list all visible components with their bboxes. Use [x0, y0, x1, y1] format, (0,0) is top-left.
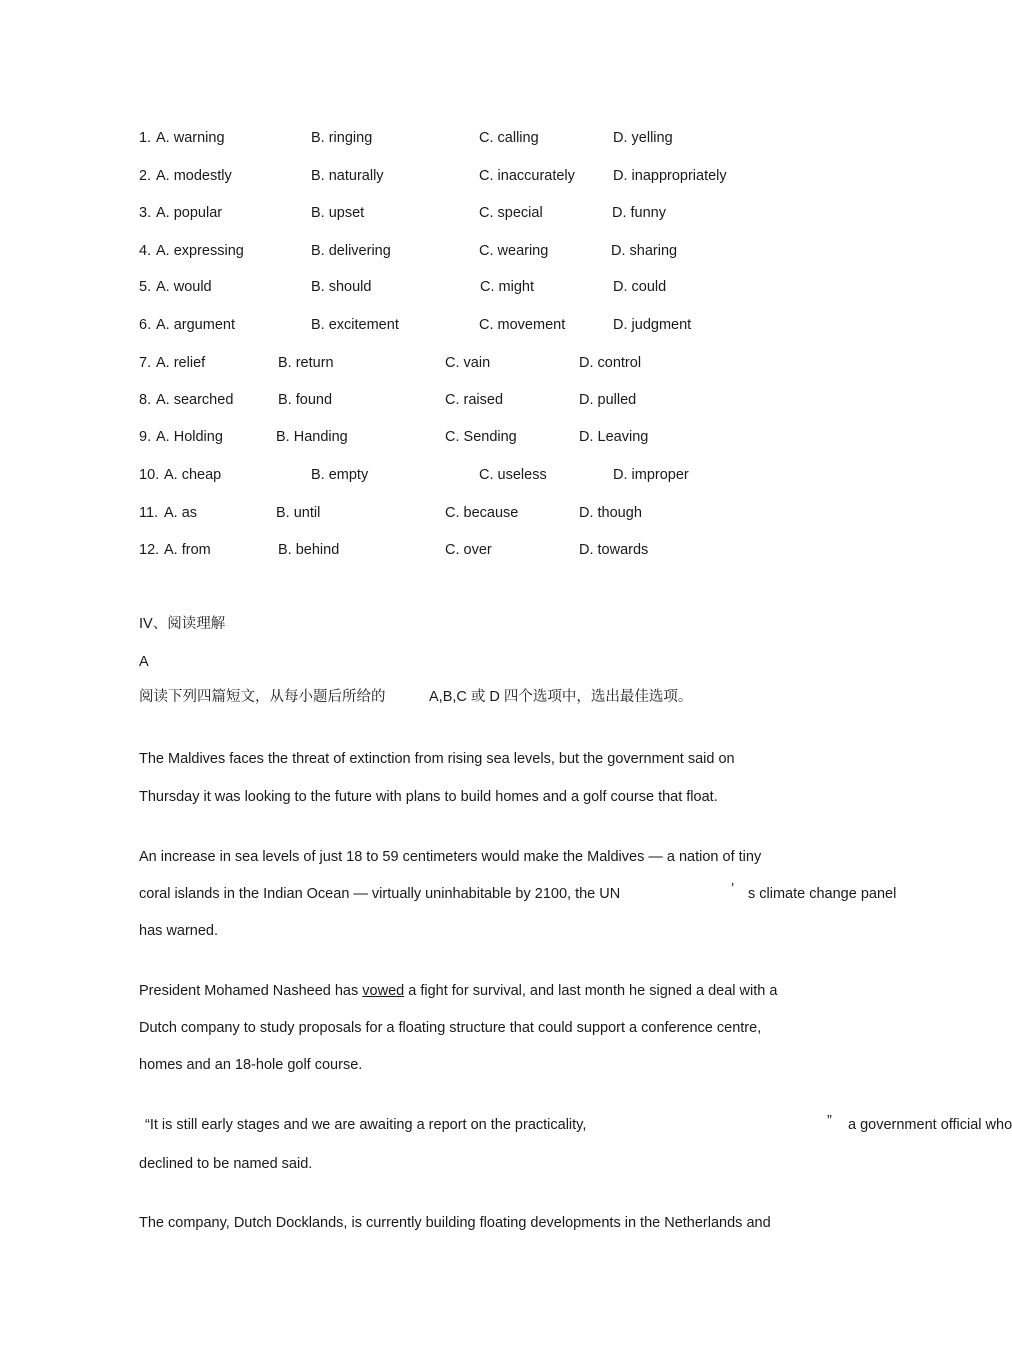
option-b: B. delivering [311, 243, 391, 259]
option-a: A. searched [156, 392, 234, 408]
passage-line: The company, Dutch Docklands, is currently building floating developments in the Netherlands and [139, 1215, 771, 1231]
option-a: A. expressing [156, 243, 244, 259]
question-number: 4. [139, 243, 152, 259]
passage-line: coral islands in the Indian Ocean — virtually uninhabitable by 2100, the UN [139, 886, 621, 902]
apostrophe: ’ [731, 881, 735, 897]
option-a: A. argument [156, 317, 235, 333]
option-d: D. towards [579, 542, 649, 558]
option-d: D. yelling [613, 130, 673, 146]
passage-line: “It is still early stages and we are awaiting a report on the practicality, [145, 1117, 587, 1133]
option-d: D. could [613, 279, 667, 295]
option-b: B. naturally [311, 168, 384, 184]
option-a: A. modestly [156, 168, 232, 184]
option-c: C. special [479, 205, 543, 221]
text-run: a fight for survival, and last month he signed a deal with a [404, 983, 778, 999]
passage-line [139, 982, 777, 1000]
option-b: B. upset [311, 205, 365, 221]
option-c: C. because [445, 505, 519, 521]
option-c: C. inaccurately [479, 168, 575, 184]
question-number: 5. [139, 279, 152, 295]
section-heading: IV、阅读理解 [139, 616, 226, 632]
option-b: B. should [311, 279, 372, 295]
option-d: D. improper [613, 467, 689, 483]
passage-line: An increase in sea levels of just 18 to 59 centimeters would make the Maldives — a nation of tiny [139, 849, 762, 865]
option-c: C. movement [479, 317, 566, 333]
option-b: B. until [276, 505, 321, 521]
passage-line: has warned. [139, 923, 218, 939]
question-number: 11. [139, 505, 159, 521]
question-number: 3. [139, 205, 152, 221]
option-a: A. would [156, 279, 212, 295]
passage-line: homes and an 18-hole golf course. [139, 1057, 363, 1073]
option-b: B. return [278, 355, 334, 371]
option-d: D. Leaving [579, 429, 649, 445]
option-c: C. might [480, 279, 534, 295]
option-a: A. Holding [156, 429, 223, 445]
text-run: President Mohamed Nasheed has [139, 983, 363, 999]
option-d: D. control [579, 355, 642, 371]
option-a: A. relief [156, 355, 206, 371]
option-a: A. from [164, 542, 211, 558]
option-d: D. inappropriately [613, 168, 727, 184]
passage-line: declined to be named said. [139, 1156, 313, 1172]
passage-line: Thursday it was looking to the future with plans to build homes and a golf course that float. [139, 789, 718, 805]
passage-line: Dutch company to study proposals for a floating structure that could support a conference centre, [139, 1020, 762, 1036]
option-c: C. raised [445, 392, 504, 408]
option-d: D. pulled [579, 392, 637, 408]
question-number: 12. [139, 542, 160, 558]
option-b: B. ringing [311, 130, 373, 146]
option-c: C. over [445, 542, 492, 558]
option-c: C. useless [479, 467, 547, 483]
close-quote: ” [827, 1113, 832, 1129]
option-d: D. judgment [613, 317, 692, 333]
option-c: C. calling [479, 130, 539, 146]
instruction-options: A,B,C 或 D 四个选项中，选出最佳选项。 [429, 689, 693, 705]
option-b: B. found [278, 392, 333, 408]
option-a: A. popular [156, 205, 223, 221]
passage-line: a government official who [848, 1117, 1012, 1133]
option-a: A. as [164, 505, 198, 521]
part-label: A [139, 654, 149, 670]
option-b: B. excitement [311, 317, 399, 333]
question-number: 2. [139, 168, 152, 184]
option-d: D. sharing [611, 243, 678, 259]
option-b: B. Handing [276, 429, 348, 445]
option-b: B. empty [311, 467, 369, 483]
option-c: C. wearing [479, 243, 549, 259]
option-a: A. warning [156, 130, 225, 146]
option-c: C. Sending [445, 429, 517, 445]
question-number: 10. [139, 467, 160, 483]
passage-line: s climate change panel [748, 886, 897, 902]
question-number: 7. [139, 355, 152, 371]
option-b: B. behind [278, 542, 340, 558]
passage-line: The Maldives faces the threat of extinction from rising sea levels, but the government said on [139, 751, 735, 767]
option-d: D. though [579, 505, 642, 521]
underlined-word: vowed [362, 983, 405, 999]
option-a: A. cheap [164, 467, 222, 483]
question-number: 8. [139, 392, 152, 408]
option-c: C. vain [445, 355, 491, 371]
option-d: D. funny [612, 205, 666, 221]
question-number: 1. [139, 130, 152, 146]
instruction-prefix: 阅读下列四篇短文，从每小题后所给的 [139, 689, 386, 705]
question-number: 9. [139, 429, 152, 445]
question-number: 6. [139, 317, 152, 333]
